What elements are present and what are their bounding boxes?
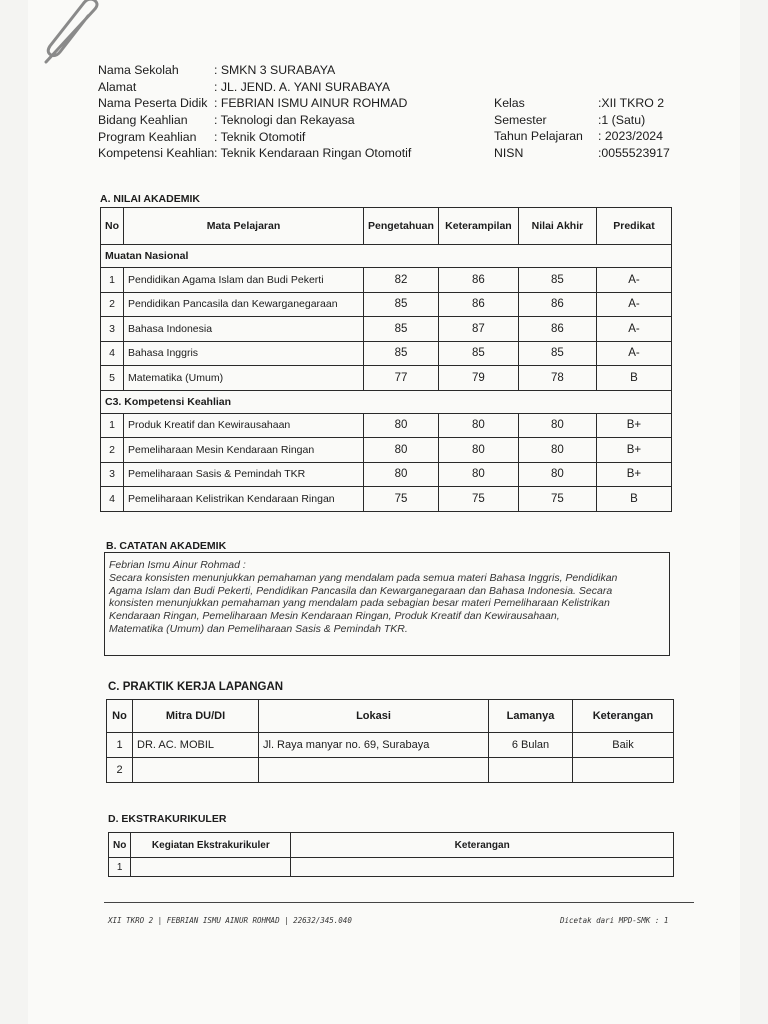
note-line: Agama Islam dan Budi Pekerti, Pendidikan Pancasila dan Kewarganegaraan dan Bahasa Indonesia. Secara xyxy=(109,584,613,597)
score-knowledge: 85 xyxy=(364,292,439,317)
table-row xyxy=(101,413,672,438)
score-final: 85 xyxy=(518,268,596,293)
grade-predicate: B xyxy=(596,487,671,512)
student-info-right xyxy=(494,95,670,162)
remark xyxy=(291,858,674,877)
score-final: 75 xyxy=(518,487,596,512)
score-skill: 86 xyxy=(438,292,518,317)
score-final: 86 xyxy=(518,317,596,342)
col-header: No xyxy=(107,700,133,733)
score-final: 80 xyxy=(518,413,596,438)
note-line: Secara konsisten menunjukkan pemahaman yang mendalam pada semua materi Bahasa Inggris, Pendidikan xyxy=(109,571,618,584)
note-line: konsisten menunjukkan pemahaman yang mendalam pada sebagian besar materi Pemeliharaan Kelistrikan xyxy=(109,597,610,610)
col-header: Nilai Akhir xyxy=(518,208,596,245)
row-no: 3 xyxy=(101,317,124,342)
info-value: : 2023/2024 xyxy=(598,129,663,144)
location xyxy=(259,758,489,783)
section-c-title: C. PRAKTIK KERJA LAPANGAN xyxy=(108,681,284,693)
row-no: 1 xyxy=(107,733,133,758)
score-knowledge: 85 xyxy=(364,341,439,366)
table-row xyxy=(101,317,672,342)
partner-name: DR. AC. MOBIL xyxy=(133,733,259,758)
section-b-title: B. CATATAN AKADEMIK xyxy=(106,540,227,552)
row-no: 1 xyxy=(101,413,124,438)
col-header: Keterampilan xyxy=(438,208,518,245)
internship-table xyxy=(106,699,674,783)
score-knowledge: 77 xyxy=(364,366,439,391)
group-label: C3. Kompetensi Keahlian xyxy=(101,390,672,413)
subject-name: Bahasa Inggris xyxy=(124,341,364,366)
grade-predicate: A- xyxy=(596,292,671,317)
table-row xyxy=(107,758,674,783)
table-header-row xyxy=(109,833,674,858)
subject-name: Pendidikan Agama Islam dan Budi Pekerti xyxy=(124,268,364,293)
info-label: Program Keahlian xyxy=(98,129,197,144)
score-final: 80 xyxy=(518,438,596,463)
grade-predicate: A- xyxy=(596,317,671,342)
info-row xyxy=(98,79,411,96)
col-header: Mata Pelajaran xyxy=(124,208,364,245)
info-value: : FEBRIAN ISMU AINUR ROHMAD xyxy=(214,96,408,111)
row-no: 5 xyxy=(101,366,124,391)
grade-predicate: A- xyxy=(596,341,671,366)
info-row xyxy=(98,145,411,162)
info-label: Kompetensi Keahlian xyxy=(98,146,215,161)
partner-name xyxy=(133,758,259,783)
table-row xyxy=(101,268,672,293)
info-label: Nama Peserta Didik xyxy=(98,96,208,111)
group-label: Muatan Nasional xyxy=(101,245,672,268)
table-header-row xyxy=(107,700,674,733)
info-label: Alamat xyxy=(98,79,137,94)
score-skill: 80 xyxy=(438,438,518,463)
subject-name: Pemeliharaan Kelistrikan Kendaraan Ringan xyxy=(124,487,364,512)
student-info-left xyxy=(98,62,411,162)
info-value: :1 (Satu) xyxy=(598,112,646,127)
col-header: Lamanya xyxy=(489,700,573,733)
subject-name: Pemeliharaan Sasis & Pemindah TKR xyxy=(124,462,364,487)
row-no: 2 xyxy=(101,438,124,463)
grade-predicate: B+ xyxy=(596,413,671,438)
col-header: Lokasi xyxy=(259,700,489,733)
score-skill: 79 xyxy=(438,366,518,391)
info-row xyxy=(494,128,670,145)
col-header: Keterangan xyxy=(573,700,674,733)
score-knowledge: 82 xyxy=(364,268,439,293)
row-no: 1 xyxy=(109,858,131,877)
extracurricular-table xyxy=(108,832,674,877)
row-no: 3 xyxy=(101,462,124,487)
table-header-row xyxy=(101,208,672,245)
info-value: : Teknik Kendaraan Ringan Otomotif xyxy=(214,146,412,161)
table-row xyxy=(101,366,672,391)
info-value: :XII TKRO 2 xyxy=(598,96,665,110)
grade-predicate: B+ xyxy=(596,462,671,487)
table-row xyxy=(101,438,672,463)
info-value: : SMKN 3 SURABAYA xyxy=(214,63,336,77)
info-value: : JL. JEND. A. YANI SURABAYA xyxy=(214,79,391,94)
info-row xyxy=(494,112,670,129)
col-header: Mitra DU/DI xyxy=(133,700,259,733)
note-line: Kendaraan Ringan, Pemeliharaan Mesin Kendaraan Ringan, Produk Kreatif dan Kewirausahaan, xyxy=(109,610,560,623)
group-row xyxy=(101,390,672,413)
score-skill: 80 xyxy=(438,413,518,438)
info-row xyxy=(494,95,670,112)
info-row xyxy=(98,112,411,129)
col-header: No xyxy=(109,833,131,858)
score-skill: 87 xyxy=(438,317,518,342)
row-no: 4 xyxy=(101,487,124,512)
duration: 6 Bulan xyxy=(489,733,573,758)
info-label: Bidang Keahlian xyxy=(98,113,188,128)
col-header: Predikat xyxy=(596,208,671,245)
info-value: : Teknik Otomotif xyxy=(214,129,306,144)
score-knowledge: 85 xyxy=(364,317,439,342)
grades-table xyxy=(100,207,672,512)
subject-name: Bahasa Indonesia xyxy=(124,317,364,342)
footer-left: XII TKRO 2 | FEBRIAN ISMU AINUR ROHMAD | 22632/345.040 xyxy=(108,916,352,925)
info-label: Nama Sekolah xyxy=(98,63,179,77)
subject-name: Pendidikan Pancasila dan Kewarganegaraan xyxy=(124,292,364,317)
grade-predicate: B xyxy=(596,366,671,391)
score-knowledge: 80 xyxy=(364,462,439,487)
score-skill: 85 xyxy=(438,341,518,366)
info-row xyxy=(98,95,411,112)
row-no: 4 xyxy=(101,341,124,366)
note-line: Matematika (Umum) dan Pemeliharaan Sasis & Pemindah TKR. xyxy=(109,622,408,635)
row-no: 2 xyxy=(107,758,133,783)
remark: Baik xyxy=(573,733,674,758)
table-row xyxy=(101,341,672,366)
group-row xyxy=(101,245,672,268)
info-label: Kelas xyxy=(494,96,525,110)
note-line: Febrian Ismu Ainur Rohmad : xyxy=(109,559,246,571)
table-row xyxy=(107,733,674,758)
row-no: 1 xyxy=(101,268,124,293)
section-a-title: A. NILAI AKADEMIK xyxy=(100,193,200,205)
footer-right: Dicetak dari MPD-SMK : 1 xyxy=(560,916,669,925)
info-label: Semester xyxy=(494,112,547,127)
remark xyxy=(573,758,674,783)
table-row xyxy=(109,858,674,877)
score-skill: 86 xyxy=(438,268,518,293)
score-knowledge: 75 xyxy=(364,487,439,512)
score-knowledge: 80 xyxy=(364,438,439,463)
score-skill: 75 xyxy=(438,487,518,512)
grade-predicate: B+ xyxy=(596,438,671,463)
col-header: No xyxy=(101,208,124,245)
footer-divider xyxy=(104,902,694,903)
score-final: 85 xyxy=(518,341,596,366)
subject-name: Produk Kreatif dan Kewirausahaan xyxy=(124,413,364,438)
col-header: Kegiatan Ekstrakurikuler xyxy=(131,833,291,858)
table-row xyxy=(101,292,672,317)
col-header: Keterangan xyxy=(291,833,674,858)
row-no: 2 xyxy=(101,292,124,317)
score-final: 86 xyxy=(518,292,596,317)
score-final: 80 xyxy=(518,462,596,487)
table-row xyxy=(101,462,672,487)
info-value: : Teknologi dan Rekayasa xyxy=(214,113,355,128)
grade-predicate: A- xyxy=(596,268,671,293)
score-final: 78 xyxy=(518,366,596,391)
info-row xyxy=(98,129,411,146)
score-knowledge: 80 xyxy=(364,413,439,438)
duration xyxy=(489,758,573,783)
activity xyxy=(131,858,291,877)
academic-notes xyxy=(104,552,670,656)
info-label: NISN xyxy=(494,146,524,161)
section-d-title: D. EKSTRAKURIKULER xyxy=(108,813,227,825)
col-header: Pengetahuan xyxy=(364,208,439,245)
subject-name: Pemeliharaan Mesin Kendaraan Ringan xyxy=(124,438,364,463)
info-row xyxy=(98,62,411,79)
info-row xyxy=(494,145,670,162)
paperclip-icon xyxy=(36,0,106,70)
info-label: Tahun Pelajaran xyxy=(494,129,583,144)
table-row xyxy=(101,487,672,512)
subject-name: Matematika (Umum) xyxy=(124,366,364,391)
location: Jl. Raya manyar no. 69, Surabaya xyxy=(259,733,489,758)
info-value: :0055523917 xyxy=(598,146,670,161)
score-skill: 80 xyxy=(438,462,518,487)
